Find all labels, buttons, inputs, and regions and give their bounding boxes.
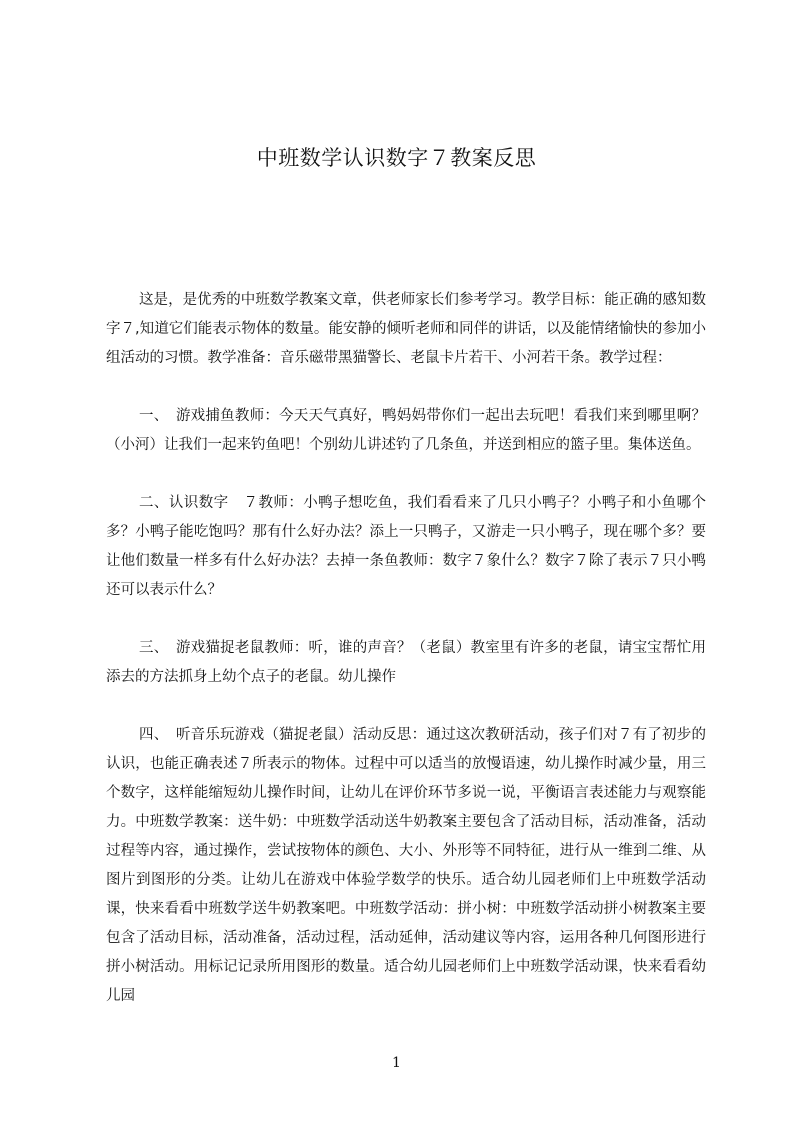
document-body [106, 286, 706, 1040]
paragraph-step-2: 二、认识数字 ７教师：小鸭子想吃鱼，我们看看来了几只小鸭子？小鸭子和小鱼哪个多？小鸭子能吃饱吗？那有什么好办法？添上一只鸭子，又游走一只小鸭子，现在哪个多？要让他们数量一样多有什么好办法？去掉一条鱼教师：数字７象什么？数字７除了表示７只小鸭还可以表示什么？ [106, 495, 706, 598]
page-number: 1 [392, 1055, 401, 1071]
paragraph-step-3: 三、 游戏猫捉老鼠教师：听，谁的声音？（老鼠）教室里有许多的老鼠，请宝宝帮忙用添去的方法抓身上幼个点子的老鼠。幼儿操作 [106, 640, 706, 685]
paragraph-intro: 这是，是优秀的中班数学教案文章，供老师家长们参考学习。教学目标：能正确的感知数字７,知道它们能表示物体的数量。能安静的倾听老师和同伴的讲话，以及能情绪愉快的参加小组活动的习惯。教学准备：音乐磁带黑猫警长、老鼠卡片若干、小河若干条。教学过程： [106, 292, 706, 366]
paragraph-step-1: 一、 游戏捕鱼教师：今天天气真好，鸭妈妈带你们一起出去玩吧！看我们来到哪里啊？（小河）让我们一起来钓鱼吧！个别幼儿讲述钓了几条鱼，并送到相应的篮子里。集体送鱼。 [106, 408, 706, 453]
page-title: 中班数学认识数字７教案反思 [256, 146, 537, 170]
paragraph-step-4: 四、 听音乐玩游戏（猫捉老鼠）活动反思：通过这次教研活动，孩子们对７有了初步的认识，也能正确表述７所表示的物体。过程中可以适当的放慢语速，幼儿操作时减少量，用三个数字，这样能缩短幼儿操作时间，让幼儿在评价环节多说一说，平衡语言表述能力与观察能力。中班数学教案：送牛奶：中班数学活动送牛奶教案主要包含了活动目标，活动准备，活动过程等内容，通过操作，尝试按物体的颜色、大小、外形等不同特征，进行从一维到二维、从图片到图形的分类。让幼儿在游戏中体验学数学的快乐。适合幼儿园老师们上中班数学活动课，快来看看中班数学送牛奶教案吧。中班数学活动：拼小树：中班数学活动拼小树教案主要包含了活动目标，活动准备，活动过程，活动延伸，活动建议等内容，运用各种几何图形进行拼小树活动。用标记记录所用图形的数量。适合幼儿园老师们上中班数学活动课，快来看看幼儿园 [106, 727, 706, 1004]
